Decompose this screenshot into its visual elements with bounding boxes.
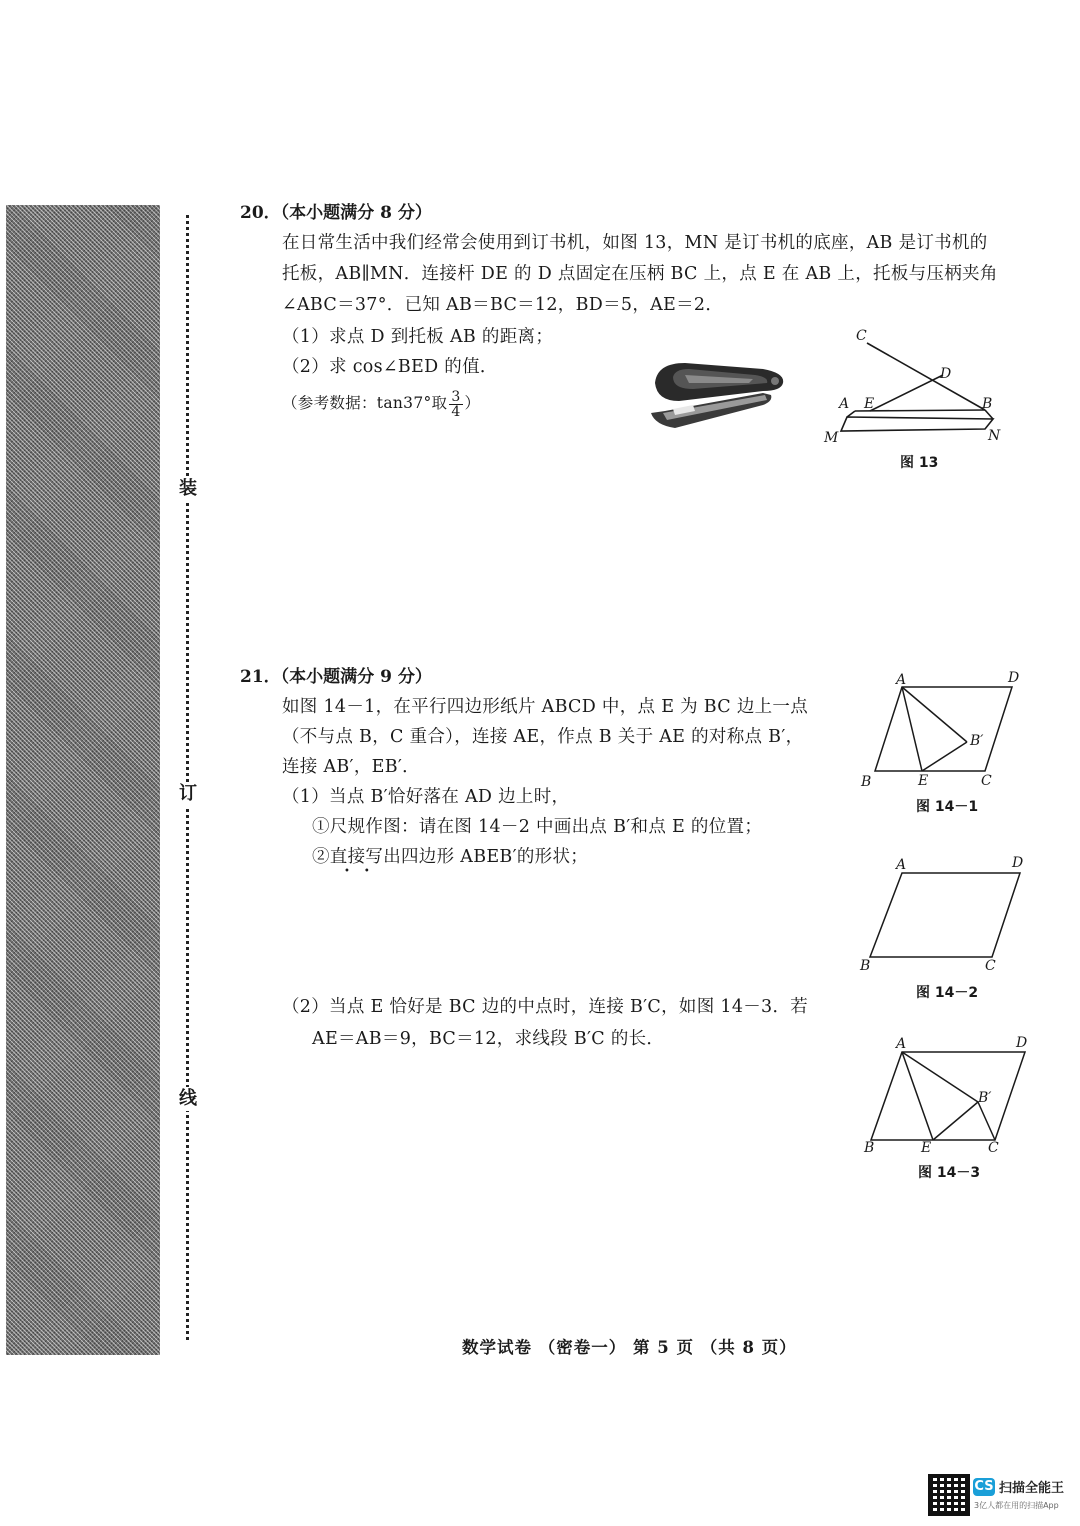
fig13-label-m: M [824, 430, 839, 446]
fig14-1-label-d: D [1008, 670, 1020, 686]
fig13-label-d: D [940, 366, 952, 382]
fig14-1-label-a: A [896, 672, 907, 688]
camscanner-logo-icon: CS [974, 1479, 994, 1494]
fig14-3-label-b: B [864, 1140, 875, 1156]
fig13-label-e: E [864, 396, 875, 412]
fig14-2-label-c: C [985, 958, 996, 974]
fig14-1-label-b-prime: B′ [970, 733, 984, 749]
q21-part1a: ①尺规作图：请在图 14－2 中画出点 B′和点 E 的位置； [312, 817, 763, 837]
binding-char-ding: 订 [176, 782, 200, 806]
figure-14-1 [855, 670, 1035, 790]
fig14-3-label-a: A [896, 1036, 907, 1052]
fig14-3-label-c: C [988, 1140, 999, 1156]
q21-part1b: ②直接写出四边形 ABEB′的形状； [312, 847, 589, 867]
binding-char-xian: 线 [176, 1087, 200, 1111]
watermark-subtitle: 3亿人都在用的扫描App [974, 1501, 1059, 1510]
emphasis-dots: •• [344, 866, 384, 877]
fig14-2-caption: 图 14－2 [916, 985, 979, 1001]
q21-line3: 连接 AB′，EB′． [282, 757, 420, 777]
q20-part2: （2）求 cos∠BED 的值． [282, 357, 498, 377]
fig13-label-n: N [988, 428, 1001, 444]
fig13-caption: 图 13 [900, 455, 939, 471]
qr-code-icon [928, 1474, 970, 1516]
watermark-title: 扫描全能王 [999, 1481, 1065, 1496]
fig14-1-label-b: B [861, 774, 872, 790]
fig14-1-label-e: E [918, 773, 929, 789]
fig14-2-label-d: D [1012, 855, 1024, 871]
parallelogram-abcd [875, 687, 1012, 771]
page-footer: 数学试卷 （密卷一） 第 5 页 （共 8 页） [462, 1338, 797, 1357]
stapler-photo [645, 355, 790, 437]
figure-14-2 [855, 860, 1035, 970]
stapler-handle-line-bc [867, 343, 985, 410]
q21-header: 21．（本小题满分 9 分） [240, 667, 432, 687]
q21-part2-line1: （2）当点 E 恰好是 BC 边的中点时，连接 B′C，如图 14－3．若 [282, 997, 809, 1017]
q20-header: 20．（本小题满分 8 分） [240, 203, 432, 223]
q20-reference-data: （参考数据：tan37°取 $\frac{3}{4}$ ） [282, 388, 481, 420]
fig14-3-label-e: E [921, 1140, 932, 1156]
q20-line2: 托板，AB∥MN．连接杆 DE 的 D 点固定在压柄 BC 上，点 E 在 AB 上，托板与压柄夹角 [282, 264, 998, 284]
q21-part2-line2: AE＝AB＝9，BC＝12，求线段 B′C 的长． [312, 1029, 665, 1049]
fraction-three-quarters: $\frac{3}{4}$ [451, 388, 461, 420]
fig14-1-caption: 图 14－1 [916, 799, 979, 815]
fig14-3-label-d: D [1016, 1035, 1028, 1051]
fig14-2-label-b: B [860, 958, 871, 974]
fig13-label-b: B [982, 396, 993, 412]
q21-line2: （不与点 B，C 重合），连接 AE，作点 B 关于 AE 的对称点 B′， [282, 727, 804, 747]
linkage-rod-de [870, 375, 943, 411]
binding-dotted-line [186, 215, 189, 1340]
fig13-label-c: C [856, 328, 867, 344]
q21-line1: 如图 14－1，在平行四边形纸片 ABCD 中，点 E 为 BC 边上一点 [282, 697, 809, 717]
fig14-3-caption: 图 14－3 [918, 1165, 981, 1181]
q21-part1: （1）当点 B′恰好落在 AD 边上时， [282, 787, 570, 807]
fig14-1-label-c: C [981, 773, 992, 789]
stapler-base-mn [841, 417, 993, 431]
fig14-3-label-b-prime: B′ [978, 1090, 992, 1106]
fig14-2-label-a: A [896, 857, 907, 873]
parallelogram-abcd-blank [870, 873, 1020, 957]
q20-line3: ∠ABC＝37°．已知 AB＝BC＝12，BD＝5，AE＝2． [282, 295, 724, 315]
fig13-label-a: A [839, 396, 850, 412]
figure-13 [815, 325, 1015, 450]
binding-margin-pattern [6, 205, 160, 1355]
stapler-tray-line-ab [855, 410, 985, 411]
figure-14-3 [855, 1040, 1040, 1150]
binding-char-zhuang: 装 [176, 477, 200, 501]
q20-line1: 在日常生活中我们经常会使用到订书机，如图 13，MN 是订书机的底座，AB 是订书机的 [282, 233, 988, 253]
q20-part1: （1）求点 D 到托板 AB 的距离； [282, 327, 554, 347]
